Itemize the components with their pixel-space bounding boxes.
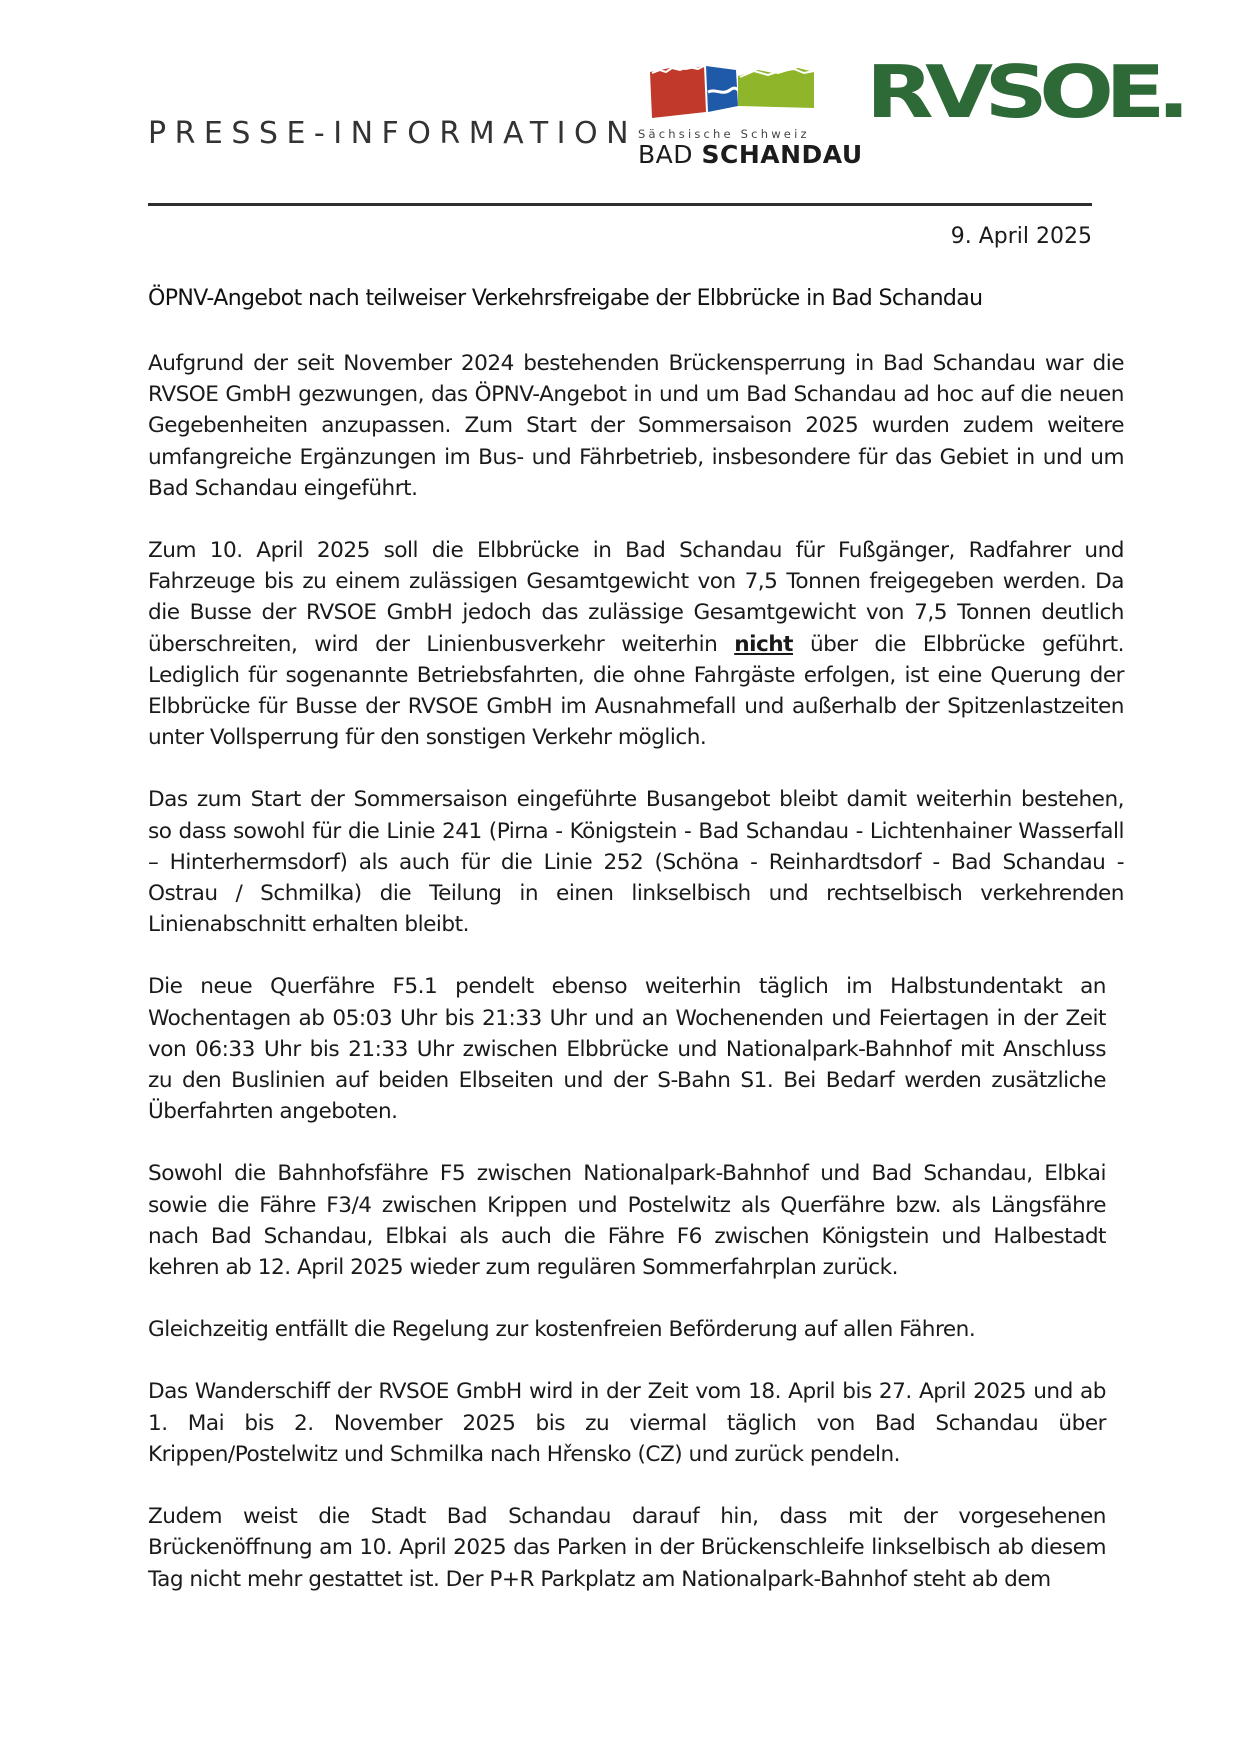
press-info-title: PRESSE-INFORMATION (148, 116, 638, 151)
bad-schandau-emblem (608, 40, 866, 130)
header-divider (148, 203, 1092, 206)
paragraph-2-emphasis: nicht (734, 631, 793, 657)
paragraph-7: Das Wanderschiff der RVSOE GmbH wird in der Zeit vom 18. April bis 27. April 2025 und ab 1. Mai bis 2. November 2025 bis zu viermal täglich von Bad Schandau über Krippen/Postelwitz und Schmilka nach Hřensko (CZ) und zurück pendeln. (148, 1379, 1106, 1467)
logo-tagline: Sächsische Schweiz (638, 127, 810, 141)
document-body (148, 348, 1124, 1626)
logo-town-name (638, 140, 863, 169)
paragraph-4: Die neue Querfähre F5.1 pendelt ebenso weiterhin täglich im Halbstundentakt an Wochentagen ab 05:03 Uhr bis 21:33 Uhr und an Wochenenden und Feiertagen in der Zeit von 06:33 Uhr bis 21:33 Uhr zwischen Elbbrücke und Nationalpark-Bahnhof mit Anschluss zu den Buslinien auf beiden Elbseiten und der S-Bahn S1. Bei Bedarf werden zusätzliche Überfahrten angeboten. (148, 974, 1106, 1125)
logo-town-name-part1: BAD (638, 140, 694, 169)
paragraph-6: Gleichzeitig entfällt die Regelung zur kostenfreien Beförderung auf allen Fähren. (148, 1317, 976, 1343)
paragraph-3: Das zum Start der Sommersaison eingeführte Busangebot bleibt damit weiterhin bestehen, so dass sowohl für die Linie 241 (Pirna - Königstein - Bad Schandau - Lichtenhainer Wasserfall – Hinterhermsdorf) als auch für die Linie 252 (Schöna - Reinhardtsdorf - Bad Schandau - Ostrau / Schmilka) die Teilung in einen linkselbisch und rechtselbisch verkehrenden Linienabschnitt erhalten bleibt. (148, 787, 1124, 938)
paragraph-2 (148, 535, 1124, 753)
document-date: 9. April 2025 (950, 224, 1092, 249)
paragraph-1: Aufgrund der seit November 2024 bestehenden Brückensperrung in Bad Schandau war die RVSOE GmbH gezwungen, das ÖPNV-Angebot in und um Bad Schandau ad hoc auf die neuen Gegebenheiten anzupassen. Zum Start der Sommersaison 2025 wurden zudem weitere umfangreiche Ergänzungen im Bus- und Fährbetrieb, insbesondere für das Gebiet in und um Bad Schandau eingeführt. (148, 351, 1124, 501)
document-headline: ÖPNV-Angebot nach teilweiser Verkehrsfreigabe der Elbbrücke in Bad Schandau (148, 286, 983, 311)
paragraph-8: Zudem weist die Stadt Bad Schandau darauf hin, dass mit der vorgesehenen Brückenöffnung am 10. April 2025 das Parken in der Brückenschleife linkselbisch ab diesem Tag nicht mehr gestattet ist. Der P+R Parkplatz am Nationalpark-Bahnhof steht ab dem (148, 1504, 1106, 1592)
bad-schandau-logo (608, 40, 866, 172)
logo-town-name-part2: SCHANDAU (701, 140, 863, 169)
rvsoe-wordmark: RVSOE. (866, 50, 1182, 134)
paragraph-2-part-2: über die Elbbrücke geführt. Lediglich für sogenannte Betriebsfahrten, die ohne Fahrgäste erfolgen, ist eine Querung der Elbbrücke für Busse der RVSOE GmbH im Ausnahmefall und außerhalb der Spitzenlastzeiten unter Vollsperrung für den sonstigen Verkehr möglich. (148, 631, 1124, 751)
paragraph-2-part-1: Zum 10. April 2025 soll die Elbbrücke in Bad Schandau für Fußgänger, Radfahrer und Fahrzeuge bis zu einem zulässigen Gesamtgewicht von 7,5 Tonnen freigegeben werden. Da die Busse der RVSOE GmbH jedoch das zulässige Gesamtgewicht von 7,5 Tonnen deutlich überschreiten, wird der Linienbusverkehr weiterhin (148, 538, 1124, 657)
paragraph-5: Sowohl die Bahnhofsfähre F5 zwischen Nationalpark-Bahnhof und Bad Schandau, Elbkai sowie die Fähre F3/4 zwischen Krippen und Postelwitz als Querfähre bzw. als Längsfähre nach Bad Schandau, Elbkai als auch die Fähre F6 zwischen Königstein und Halbestadt kehren ab 12. April 2025 wieder zum regulären Sommerfahrplan zurück. (148, 1161, 1106, 1281)
rvsoe-logo (866, 50, 1182, 154)
